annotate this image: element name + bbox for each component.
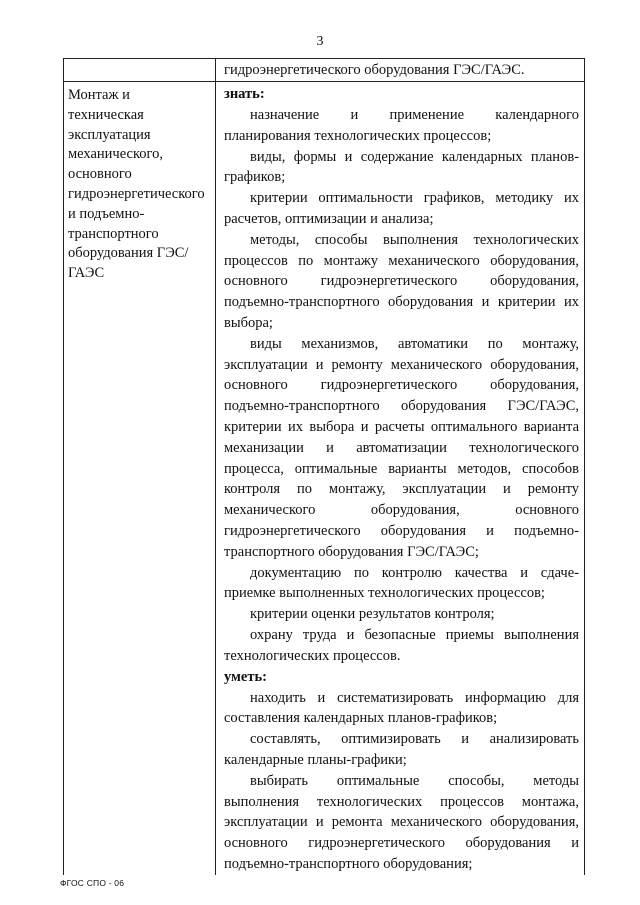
module-title-cell [64,82,216,875]
module-title-line: и подъемно- [68,205,145,222]
can-heading: уметь: [224,668,267,685]
module-title-line: транспортного [68,225,159,242]
know-item: критерии оценки результатов контроля; [250,606,495,623]
module-title-line: механического, [68,146,163,163]
can-item: выбирать оптимальные способы, методы выполнения технологических процессов монтажа, эксплуатации и ремонта механического оборудования, основного гидроэнергетического оборудования и подъемно-транспортного оборудования; [224,772,579,872]
can-item: составлять, оптимизировать и анализировать календарные планы-графики; [224,731,579,768]
can-item: находить и систематизировать информацию для составления календарных планов-графиков; [224,689,579,727]
page-number: 3 [316,34,324,49]
module-title-line: эксплуатация [68,126,151,143]
empty-left-cell [64,59,216,81]
continuation-cell: гидроэнергетического оборудования ГЭС/ГАЭС. [224,62,525,78]
know-item: виды механизмов, автоматики по монтажу, эксплуатации и ремонту механического оборудования, основного гидроэнергетического оборудования, подъемно-транспортного оборудования ГЭС/ГАЭС, критерии их выбора и расчеты оптимального варианта механизации и автоматизации технологического процесса, оптимальные варианты методов, способов контроля по монтажу, эксплуатации и ремонту механического оборудования, основного гидроэнергетического оборудования и подъемно-транспортного оборудования ГЭС/ГАЭС; [224,335,579,560]
know-item: виды, формы и содержание календарных планов-графиков; [224,148,579,186]
know-heading: знать: [224,86,265,102]
module-title-line: гидроэнергетического [68,185,205,202]
competency-table [63,58,585,875]
module-title-line: основного [68,166,132,183]
module-title-line: Монтаж и [68,87,130,103]
footer-code: ФГОС СПО - 06 [60,878,125,888]
know-item: документацию по контролю качества и сдаче-приемке выполненных технологических процессов; [224,564,579,602]
know-item: охрану труда и безопасные приемы выполнения технологических процессов. [224,626,579,664]
know-item: назначение и применение календарного планирования технологических процессов; [224,107,579,144]
requirements-cell [216,82,583,875]
module-title-line: ГАЭС [68,265,105,282]
know-item: методы, способы выполнения технологических процессов по монтажу механического оборудования, основного гидроэнергетического оборудования, подъемно-транспортного оборудования и критерии их выбора; [224,231,579,331]
table-row-continuation [64,58,584,81]
know-item: критерии оптимальности графиков, методику их расчетов, оптимизации и анализа; [224,190,579,227]
module-title-line: оборудования ГЭС/ [68,245,189,262]
module-title-line: техническая [68,106,144,123]
table-row-module [64,81,584,875]
